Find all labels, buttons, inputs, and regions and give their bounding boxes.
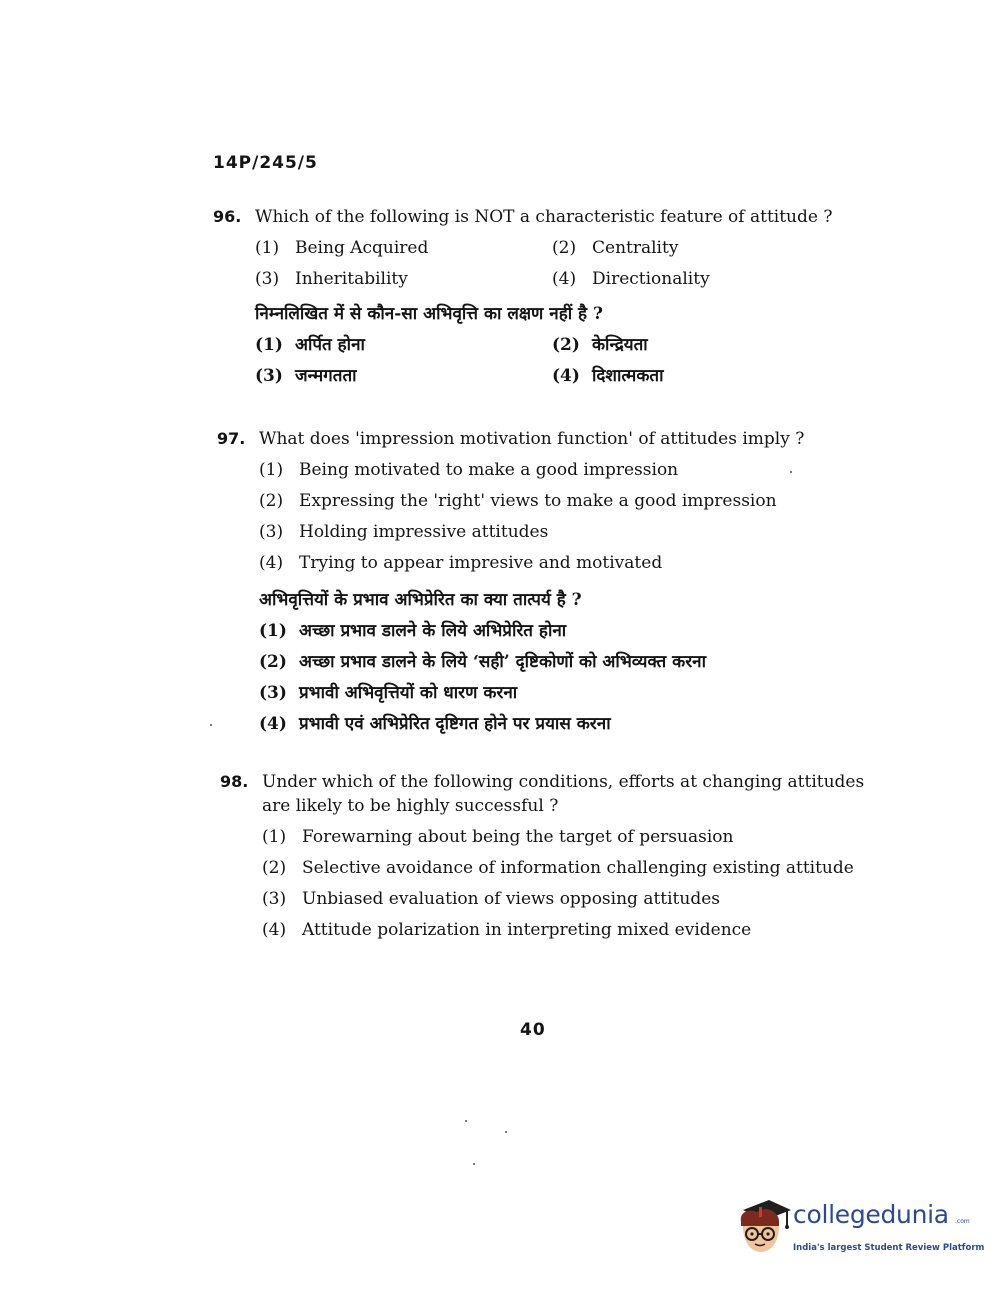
question-text-en: Under which of the following conditions, efforts at changing attitudes bbox=[262, 772, 865, 792]
option-2: (2) Centrality bbox=[552, 238, 679, 258]
brand-domain: .com bbox=[955, 1218, 970, 1225]
options-hi bbox=[255, 333, 832, 388]
brand-tagline: India's largest Student Review Platform bbox=[793, 1243, 985, 1253]
option-1: (1) Being motivated to make a good impression bbox=[259, 460, 679, 480]
brand-name: collegedunia bbox=[793, 1200, 949, 1229]
option-text: Attitude polarization in interpreting mixed evidence bbox=[302, 920, 752, 940]
question-text-hi: निम्नलिखित में से कौन-सा अभिवृत्ति का लक्षण नहीं है ? bbox=[255, 304, 603, 324]
option-text: Being motivated to make a good impression bbox=[299, 460, 679, 480]
options-en bbox=[255, 236, 832, 291]
student-mascot-icon bbox=[735, 1196, 793, 1258]
question-98 bbox=[220, 770, 864, 942]
scan-speck bbox=[473, 1163, 475, 1165]
option-1: (1) अर्पित होना bbox=[255, 335, 365, 355]
scan-speck bbox=[465, 1120, 467, 1122]
option-4: (4) प्रभावी एवं अभिप्रेरित दृष्टिगत होने पर प्रयास करना bbox=[259, 714, 611, 734]
option-2: (2) केन्द्रियता bbox=[552, 335, 648, 355]
option-text: जन्मगतता bbox=[295, 366, 357, 386]
option-text: Centrality bbox=[592, 238, 679, 258]
scan-speck bbox=[505, 1131, 507, 1133]
option-1: (1) Forewarning about being the target of persuasion bbox=[262, 827, 734, 847]
question-text-hi: अभिवृत्तियों के प्रभाव अभिप्रेरित का क्या तात्पर्य है ? bbox=[259, 590, 582, 610]
option-text: Directionality bbox=[592, 269, 710, 289]
page-number: 40 bbox=[520, 1020, 546, 1040]
option-3: (3) जन्मगतता bbox=[255, 366, 357, 386]
option-3: (3) Holding impressive attitudes bbox=[259, 522, 549, 542]
option-text: अर्पित होना bbox=[295, 335, 365, 355]
question-96 bbox=[213, 205, 832, 388]
option-4: (4) Attitude polarization in interpreting mixed evidence bbox=[262, 920, 752, 940]
option-text: Inheritability bbox=[295, 269, 408, 289]
option-text: Holding impressive attitudes bbox=[299, 522, 549, 542]
option-text: अच्छा प्रभाव डालने के लिये अभिप्रेरित होना bbox=[299, 621, 567, 641]
option-3: (3) Inheritability bbox=[255, 269, 408, 289]
option-4: (4) Trying to appear impresive and motivated bbox=[259, 553, 663, 573]
option-text: अच्छा प्रभाव डालने के लिये ‘सही’ दृष्टिकोणों को अभिव्यक्त करना bbox=[299, 652, 707, 672]
question-number: 98. bbox=[220, 772, 249, 791]
question-text-en-continued: are likely to be highly successful ? bbox=[262, 796, 559, 816]
option-1: (1) अच्छा प्रभाव डालने के लिये अभिप्रेरित होना bbox=[259, 621, 567, 641]
option-text: Unbiased evaluation of views opposing attitudes bbox=[302, 889, 721, 909]
option-text: प्रभावी एवं अभिप्रेरित दृष्टिगत होने पर प्रयास करना bbox=[299, 714, 611, 734]
question-number: 96. bbox=[213, 207, 242, 226]
options-en bbox=[262, 825, 864, 942]
question-text-en: What does 'impression motivation function' of attitudes imply ? bbox=[259, 429, 805, 449]
option-1: (1) Being Acquired bbox=[255, 238, 429, 258]
scan-speck bbox=[210, 724, 212, 726]
question-number: 97. bbox=[217, 429, 246, 448]
option-2: (2) अच्छा प्रभाव डालने के लिये ‘सही’ दृष्टिकोणों को अभिव्यक्त करना bbox=[259, 652, 707, 672]
scan-speck bbox=[790, 471, 792, 473]
option-text: Selective avoidance of information challenging existing attitude bbox=[302, 858, 854, 878]
option-3: (3) प्रभावी अभिवृत्तियों को धारण करना bbox=[259, 683, 518, 703]
question-97 bbox=[217, 427, 804, 736]
paper-code: 14P/245/5 bbox=[213, 153, 318, 173]
option-text: केन्द्रियता bbox=[592, 335, 648, 355]
option-text: Expressing the 'right' views to make a good impression bbox=[299, 491, 777, 511]
options-en bbox=[259, 458, 804, 575]
option-4: (4) Directionality bbox=[552, 269, 710, 289]
option-3: (3) Unbiased evaluation of views opposing attitudes bbox=[262, 889, 721, 909]
question-text-en: Which of the following is NOT a characteristic feature of attitude ? bbox=[255, 207, 833, 227]
option-2: (2) Expressing the 'right' views to make a good impression bbox=[259, 491, 777, 511]
option-text: Forewarning about being the target of persuasion bbox=[302, 827, 734, 847]
option-4: (4) दिशात्मकता bbox=[552, 366, 664, 386]
option-text: Being Acquired bbox=[295, 238, 429, 258]
option-text: प्रभावी अभिवृत्तियों को धारण करना bbox=[299, 683, 518, 703]
option-text: Trying to appear impresive and motivated bbox=[299, 553, 663, 573]
option-text: दिशात्मकता bbox=[592, 366, 664, 386]
option-2: (2) Selective avoidance of information challenging existing attitude bbox=[262, 858, 854, 878]
collegedunia-watermark bbox=[735, 1196, 985, 1262]
options-hi bbox=[259, 619, 804, 736]
